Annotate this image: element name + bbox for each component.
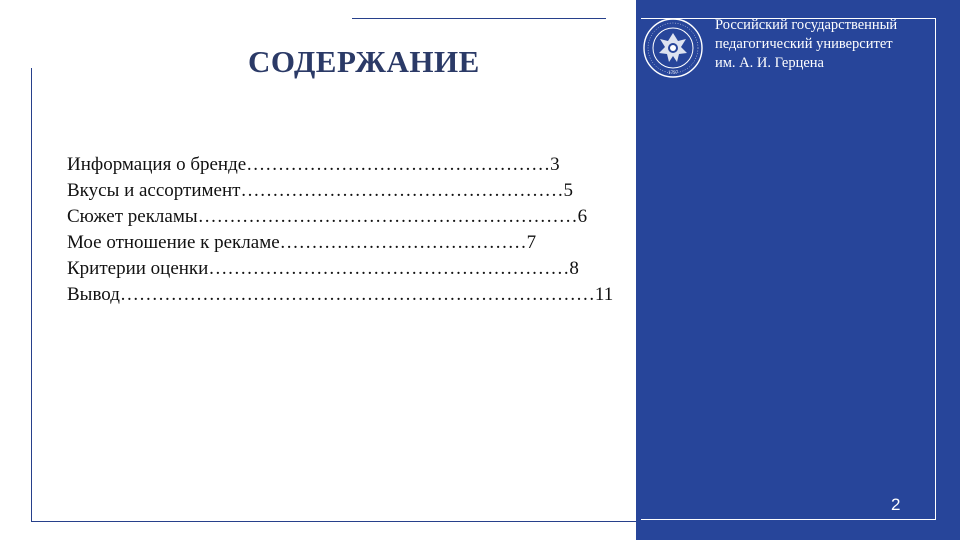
- university-name: [715, 16, 897, 73]
- toc-item: Критерии оценки…………………………………………………8: [67, 258, 579, 279]
- page-number: 2: [891, 495, 901, 514]
- slide-title: СОДЕРЖАНИЕ: [248, 44, 480, 79]
- left-frame-line: [31, 68, 32, 522]
- toc-item: Вкусы и ассортимент……………………………………………5: [67, 180, 573, 201]
- toc-item: Сюжет рекламы……………………………………………………6: [67, 206, 588, 227]
- university-name-line: педагогический университет: [715, 36, 893, 52]
- university-name-line: им. А. И. Герцена: [715, 55, 824, 71]
- university-name-line: Российский государственный: [715, 17, 898, 33]
- toc-item: Информация о бренде…………………………………………3: [67, 154, 560, 175]
- toc-item: Вывод…………………………………………………………………11: [67, 284, 614, 305]
- toc-item: Мое отношение к рекламе…………………………………7: [67, 232, 537, 253]
- university-panel: [636, 0, 960, 540]
- university-seal-icon: [642, 17, 704, 79]
- bottom-frame-line: [31, 521, 636, 522]
- panel-frame: [641, 18, 936, 520]
- seal-year: 1797: [668, 71, 678, 76]
- table-of-contents: [67, 152, 613, 308]
- top-divider: [352, 18, 606, 19]
